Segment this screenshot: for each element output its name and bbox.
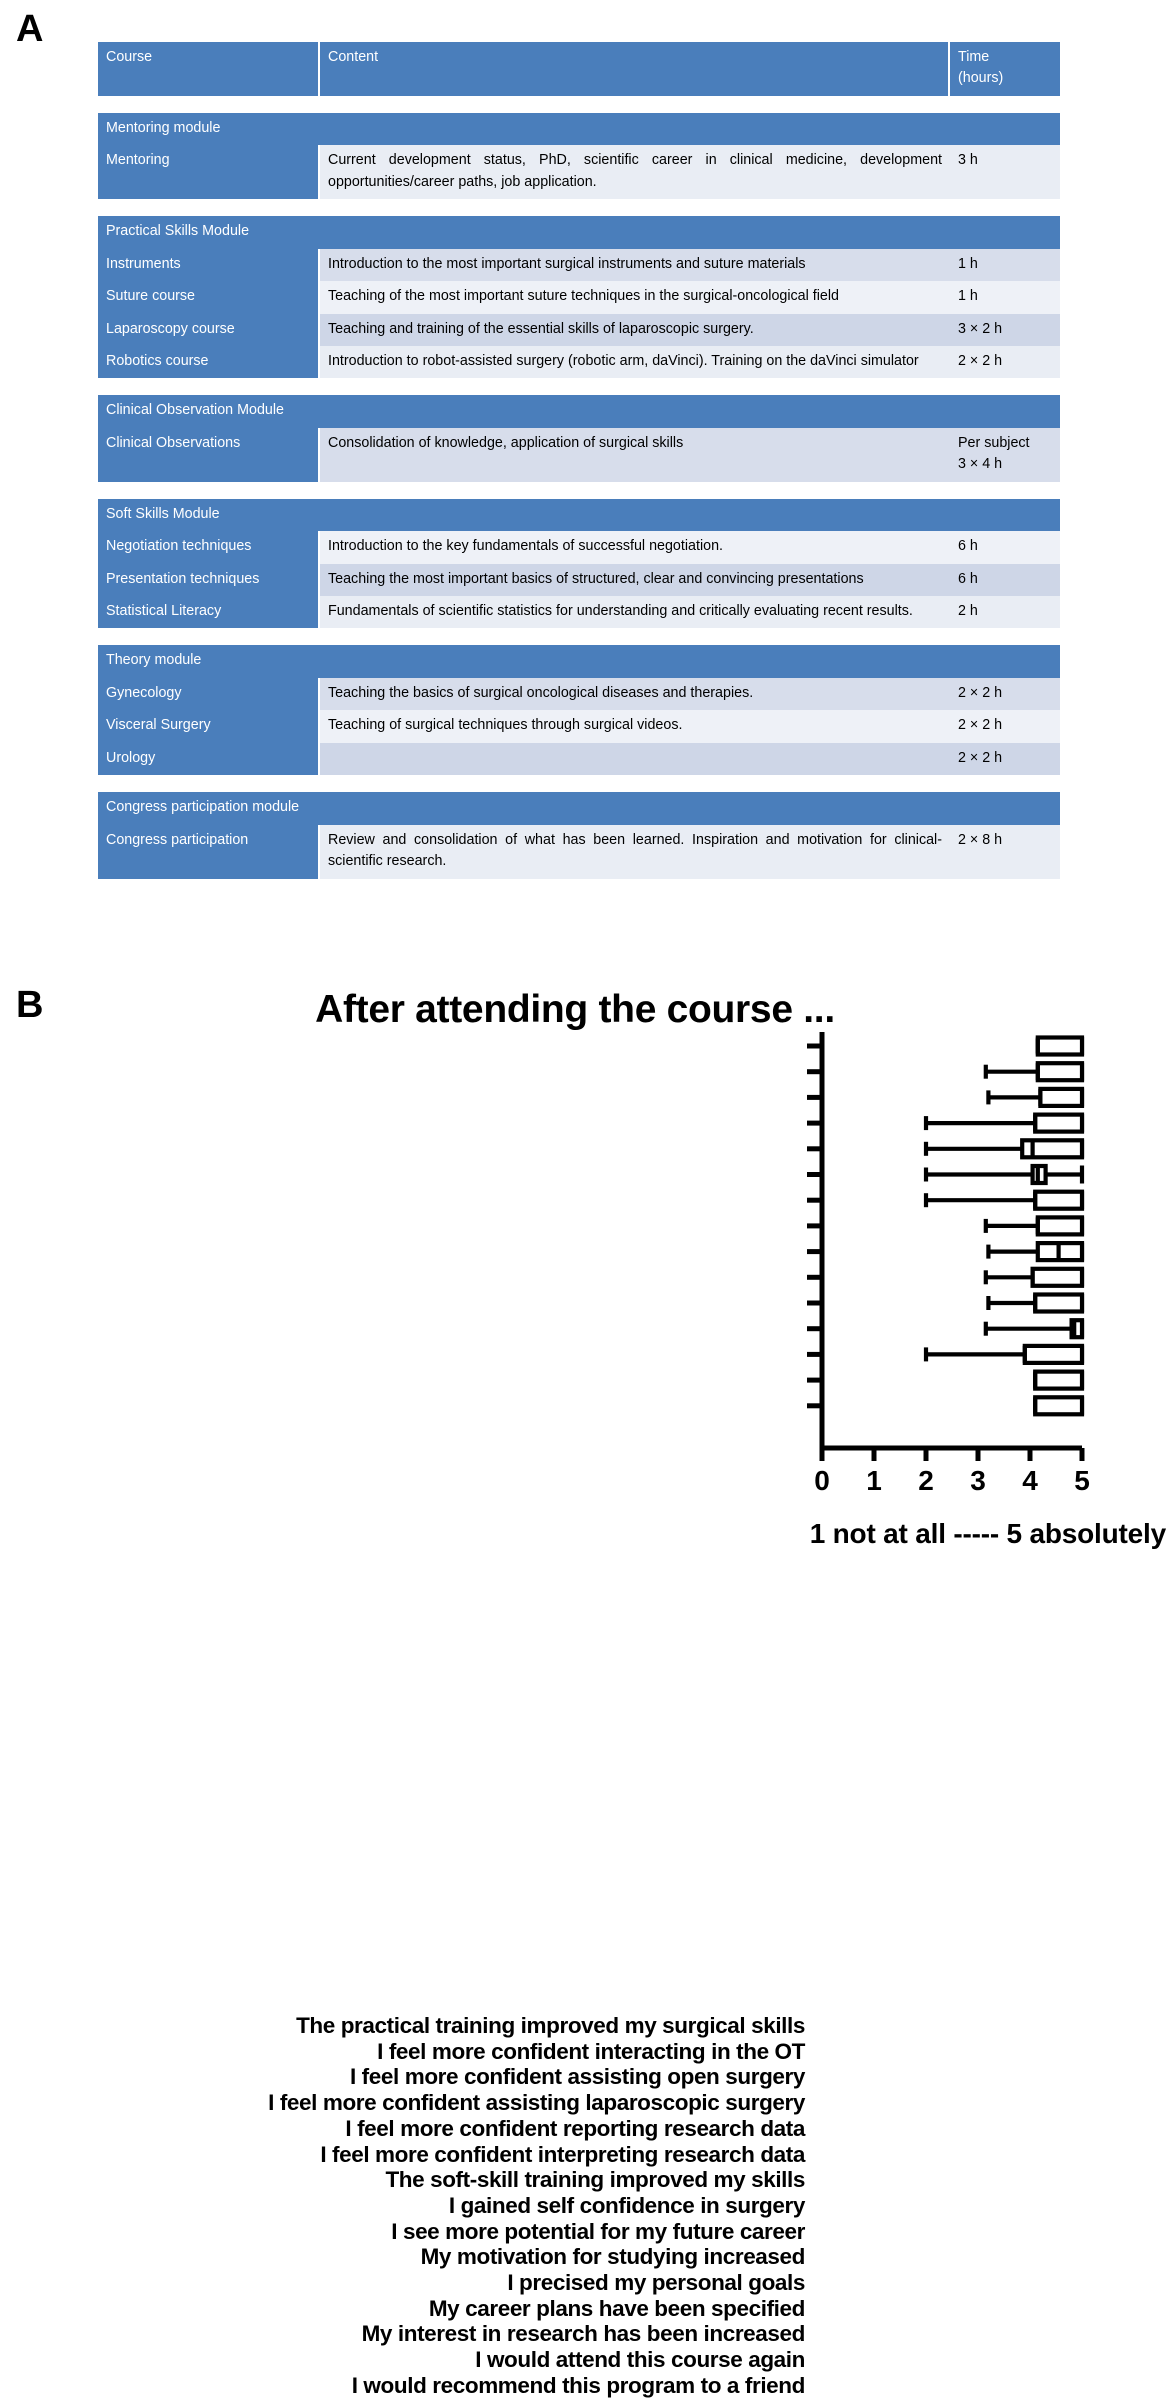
category-label: The practical training improved my surgical skills [296, 2013, 805, 2038]
module-title: Practical Skills Module [98, 216, 1060, 248]
x-tick-label: 3 [970, 1465, 986, 1496]
module-header-row [98, 113, 1060, 145]
category-label: I would attend this course again [475, 2347, 805, 2373]
course-curriculum-table [98, 42, 1060, 879]
table-row [98, 249, 1060, 281]
course-name-cell: Suture course [98, 281, 320, 313]
content-cell: Current development status, PhD, scientific career in clinical medicine, development opportunities/career paths, job application. [320, 145, 950, 199]
content-cell: Fundamentals of scientific statistics for understanding and critically evaluating recent results. [320, 596, 950, 628]
category-label: My career plans have been specified [428, 2295, 805, 2321]
course-name-cell: Negotiation techniques [98, 531, 320, 563]
course-name-cell: Mentoring [98, 145, 320, 199]
category-label: My motivation for studying increased [420, 2244, 805, 2270]
header-course: Course [98, 42, 320, 96]
module-header-row [98, 645, 1060, 677]
table-row [98, 825, 1060, 879]
module-title: Theory module [98, 645, 1060, 677]
x-tick-label: 0 [814, 1465, 830, 1496]
time-cell: 2 × 2 h [950, 346, 1060, 378]
course-name-cell: Urology [98, 743, 320, 775]
time-cell: 3 × 2 h [950, 314, 1060, 346]
table-row [98, 710, 1060, 742]
category-label: I feel more confident interacting in the OT [377, 2038, 805, 2064]
course-name-cell: Instruments [98, 249, 320, 281]
table-row [98, 346, 1060, 378]
chart-title: After attending the course ... [315, 988, 835, 1031]
module-title: Clinical Observation Module [98, 395, 1060, 427]
row-spacer [98, 775, 1060, 792]
time-cell: Per subject 3 × 4 h [950, 428, 1060, 482]
time-cell: 3 h [950, 145, 1060, 199]
category-label: I feel more confident assisting open surgery [349, 2064, 805, 2090]
module-header-row [98, 216, 1060, 248]
row-spacer [98, 96, 1060, 113]
row-spacer [98, 199, 1060, 216]
category-label: I feel more confident assisting laparoscopic surgery [268, 2090, 805, 2116]
module-header-row [98, 499, 1060, 531]
header-content: Content [320, 42, 950, 96]
time-cell: 1 h [950, 249, 1060, 281]
category-label: I feel more confident reporting research data [345, 2115, 805, 2141]
table-row [98, 281, 1060, 313]
content-cell: Introduction to the key fundamentals of successful negotiation. [320, 531, 950, 563]
category-label: I gained self confidence in surgery [448, 2192, 805, 2218]
time-cell: 2 × 2 h [950, 743, 1060, 775]
time-cell: 1 h [950, 281, 1060, 313]
module-title: Soft Skills Module [98, 499, 1060, 531]
table-header-row [98, 42, 1060, 96]
panel-b-letter: B [16, 984, 44, 1026]
x-tick-label: 5 [1074, 1465, 1090, 1496]
table-row [98, 743, 1060, 775]
row-spacer [98, 628, 1060, 645]
row-spacer [98, 482, 1060, 499]
content-cell: Review and consolidation of what has been learned. Inspiration and motivation for clinical-scientific research. [320, 825, 950, 879]
module-header-row [98, 792, 1060, 824]
category-label: The soft-skill training improved my skills [385, 2167, 805, 2193]
category-label: I feel more confident interpreting research data [320, 2141, 805, 2167]
panel-a-letter: A [16, 8, 44, 50]
x-tick-label: 1 [866, 1465, 882, 1496]
content-cell: Teaching and training of the essential skills of laparoscopic surgery. [320, 314, 950, 346]
category-label: I see more potential for my future career [391, 2218, 805, 2244]
table-row [98, 314, 1060, 346]
time-cell: 2 × 2 h [950, 710, 1060, 742]
content-cell: Introduction to robot-assisted surgery (robotic arm, daVinci). Training on the daVinci simulator [320, 346, 950, 378]
table-row [98, 596, 1060, 628]
content-cell: Consolidation of knowledge, application of surgical skills [320, 428, 950, 482]
course-name-cell: Presentation techniques [98, 564, 320, 596]
course-name-cell: Gynecology [98, 678, 320, 710]
course-name-cell: Statistical Literacy [98, 596, 320, 628]
table-row [98, 564, 1060, 596]
time-cell: 6 h [950, 564, 1060, 596]
course-name-cell: Laparoscopy course [98, 314, 320, 346]
course-name-cell: Congress participation [98, 825, 320, 879]
content-cell: Teaching of the most important suture techniques in the surgical-oncological field [320, 281, 950, 313]
module-title: Congress participation module [98, 792, 1060, 824]
course-name-cell: Robotics course [98, 346, 320, 378]
survey-boxplot-panel [0, 980, 1172, 2398]
course-name-cell: Visceral Surgery [98, 710, 320, 742]
content-cell: Teaching of surgical techniques through surgical videos. [320, 710, 950, 742]
module-header-row [98, 395, 1060, 427]
time-cell: 2 × 8 h [950, 825, 1060, 879]
x-tick-label: 2 [918, 1465, 934, 1496]
header-time: Time (hours) [950, 42, 1060, 96]
time-cell: 2 × 2 h [950, 678, 1060, 710]
table-row [98, 428, 1060, 482]
category-label: I would recommend this program to a friend [351, 2372, 805, 2398]
content-cell: Teaching the basics of surgical oncological diseases and therapies. [320, 678, 950, 710]
content-cell [320, 743, 950, 775]
category-label: I precised my personal goals [507, 2270, 805, 2295]
x-tick-label: 4 [1022, 1465, 1038, 1496]
time-cell: 6 h [950, 531, 1060, 563]
table-row [98, 145, 1060, 199]
module-title: Mentoring module [98, 113, 1060, 145]
time-cell: 2 h [950, 596, 1060, 628]
content-cell: Teaching the most important basics of structured, clear and convincing presentations [320, 564, 950, 596]
x-axis-caption: 1 not at all ----- 5 absolutely [809, 1518, 1166, 1549]
row-spacer [98, 378, 1060, 395]
content-cell: Introduction to the most important surgical instruments and suture materials [320, 249, 950, 281]
table-row [98, 678, 1060, 710]
category-label: My interest in research has been increased [361, 2321, 805, 2347]
table-row [98, 531, 1060, 563]
course-name-cell: Clinical Observations [98, 428, 320, 482]
